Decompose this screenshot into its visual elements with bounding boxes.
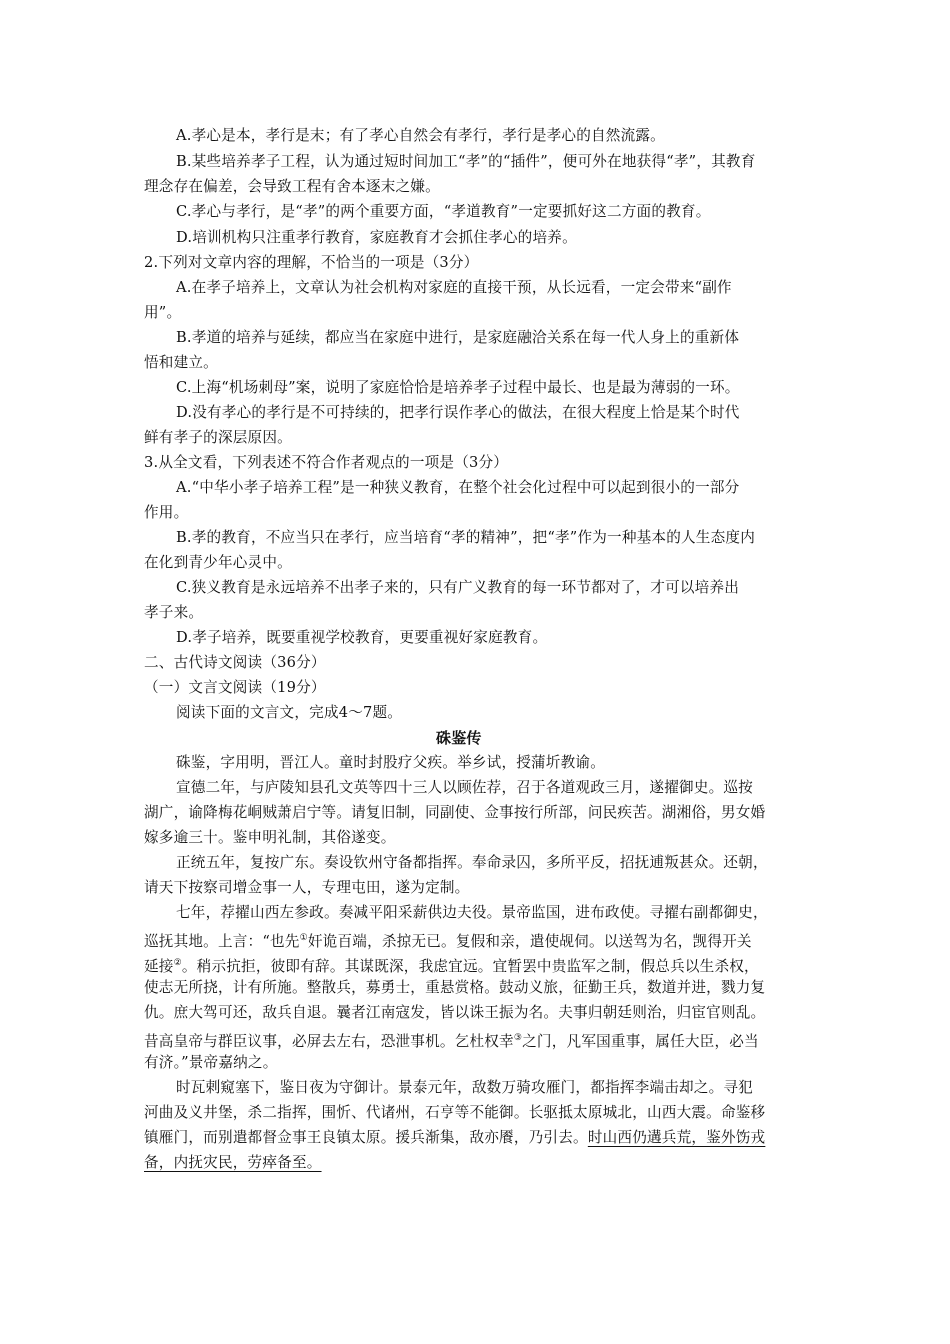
passage-p5-line3 [144, 1127, 765, 1151]
passage-p4-line3 [144, 952, 759, 976]
q2-option-c: C.上海“机场刺母”案，说明了家庭恰恰是培养孝子过程中最长、也是最为薄弱的一环。 [176, 379, 740, 396]
footnote-1-marker: ① [299, 933, 308, 943]
passage-p2-line3: 嫁多逾三十。鉴申明礼制，其俗遂变。 [144, 829, 396, 846]
q3-option-c-line2: 孝子来。 [144, 604, 204, 621]
passage-p5-line2: 河曲及义井堡，杀二指挥，围忻、代诸州，石亨等不能御。长驱抵太原城北，山西大震。命鉴移 [144, 1104, 766, 1121]
underlined-sentence-part2: 备，内抚灾民，劳瘁备至。 [144, 1154, 322, 1171]
footnote-3-marker: ③ [513, 1033, 523, 1043]
q2-stem: 2.下列对文章内容的理解，不恰当的一项是（3分） [144, 254, 479, 271]
p4-line6-text-a: 昔高皇帝与群臣议事，必屏去左右，恐泄事机。乞杜权幸 [144, 1032, 514, 1050]
p4-line2-text-a: 巡抚其地。上言：“也先 [144, 932, 300, 950]
passage-p4-line6 [144, 1027, 759, 1051]
passage-title: 硃鉴传 [436, 729, 482, 747]
q1-option-c: C.孝心与孝行，是“孝”的两个重要方面，“孝道教育”一定要抓好这二方面的教育。 [176, 203, 711, 220]
section-heading: 二、古代诗文阅读（36分） [144, 654, 326, 671]
instruction-text: 阅读下面的文言文，完成4～7题。 [176, 704, 403, 721]
footnote-2-marker: ② [173, 958, 182, 968]
q3-stem: 3.从全文看，下列表述不符合作者观点的一项是（3分） [144, 454, 509, 471]
passage-p4-line1: 七年，荐擢山西左参政。奏减平阳采薪供边夫役。景帝监国，进布政使。寻擢右副都御史， [176, 904, 768, 921]
p4-line2-text-b: 奸诡百端，杀掠无已。复假和亲，遣使觇伺。以送驾为名，觊得开关 [307, 932, 752, 950]
underlined-sentence-part1: 时山西仍遘兵荒，鉴外饬戎 [587, 1129, 766, 1146]
q3-option-c-line1: C.狭义教育是永远培养不出孝子来的，只有广义教育的每一环节都对了，才可以培养出 [176, 579, 740, 596]
q3-option-b-line2: 在化到青少年心灵中。 [144, 554, 292, 571]
q2-option-a-line1: A.在孝子培养上，文章认为社会机构对家庭的直接干预，从长远看，一定会带来“副作 [176, 279, 732, 296]
passage-p3-line2: 请天下按察司增佥事一人，专理屯田，遂为定制。 [144, 879, 470, 896]
passage-p2-line1: 宣德二年，与庐陵知县孔文英等四十三人以顾佐荐，召于各道观政三月，遂擢御史。巡按 [176, 779, 753, 796]
passage-p4-line4: 使志无所挠，计有所施。整散兵，募勇士，重悬赏格。鼓动义旅，征勤王兵，数道并进，戮力复 [144, 979, 766, 996]
q3-option-d: D.孝子培养，既要重视学校教育，更要重视好家庭教育。 [176, 629, 548, 646]
p5-line3-text: 镇雁门，而别遣都督佥事王良镇太原。援兵渐集，敌亦餍，乃引去。 [144, 1129, 588, 1146]
q1-option-b-line2: 理念存在偏差，会导致工程有舍本逐末之嫌。 [144, 178, 440, 195]
passage-p4-line7: 有济。”景帝嘉纳之。 [144, 1054, 278, 1071]
passage-p5-line4 [144, 1152, 322, 1176]
subsection-heading: （一）文言文阅读（19分） [144, 679, 326, 696]
q1-option-a: A.孝心是本，孝行是末；有了孝心自然会有孝行，孝行是孝心的自然流露。 [176, 127, 665, 144]
p4-line3-text-a: 延接 [144, 957, 174, 975]
q3-option-a-line2: 作用。 [144, 504, 189, 521]
q1-option-d: D.培训机构只注重孝行教育，家庭教育才会抓住孝心的培养。 [176, 229, 577, 246]
passage-paragraph-1: 硃鉴，字用明，晋江人。童时封股疗父疾。举乡试，授蒲圻教谕。 [176, 754, 606, 771]
p4-line3-text-b: 。稍示抗拒，彼即有辞。其谋既深，我虑宜远。宜暂罢中贵监军之制，假总兵以生杀权， [181, 957, 759, 975]
q2-option-b-line2: 悟和建立。 [144, 354, 218, 371]
passage-p5-line1: 时瓦剌窥塞下，鉴日夜为守御计。景泰元年，敌数万骑攻雁门，都指挥李端击却之。寻犯 [176, 1079, 753, 1096]
q3-option-b-line1: B.孝的教育，不应当只在孝行，应当培育“孝的精神”，把“孝”作为一种基本的人生态度内 [176, 529, 755, 546]
q2-option-d-line2: 鲜有孝子的深层原因。 [144, 429, 292, 446]
passage-p4-line5: 仇。庶大驾可还，敌兵自退。曩者江南寇发，皆以诛王振为名。夫事归朝廷则治，归宦官则乱。 [144, 1004, 766, 1021]
q2-option-b-line1: B.孝道的培养与延续，都应当在家庭中进行，是家庭融洽关系在每一代人身上的重新体 [176, 329, 740, 346]
p4-line6-text-b: 之门，凡军国重事，属任大臣，必当 [522, 1032, 759, 1050]
passage-p4-line2 [144, 927, 752, 951]
passage-p3-line1: 正统五年，复按广东。奏设钦州守备都指挥。奉命录囚，多所平反，招抚逋叛甚众。还朝， [176, 854, 768, 871]
passage-p2-line2: 湖广，谕降梅花峒贼萧启宁等。请复旧制，同副使、佥事按行所部，问民疾苦。湖湘俗，男女婚 [144, 804, 766, 821]
q2-option-d-line1: D.没有孝心的孝行是不可持续的，把孝行误作孝心的做法，在很大程度上恰是某个时代 [176, 404, 740, 421]
q2-option-a-line2: 用”。 [144, 304, 182, 321]
q3-option-a-line1: A.“中华小孝子培养工程”是一种狭义教育，在整个社会化过程中可以起到很小的一部分 [176, 479, 740, 496]
q1-option-b-line1: B.某些培养孝子工程，认为通过短时间加工“孝”的“插件”，便可外在地获得“孝”，其教育 [176, 153, 756, 170]
